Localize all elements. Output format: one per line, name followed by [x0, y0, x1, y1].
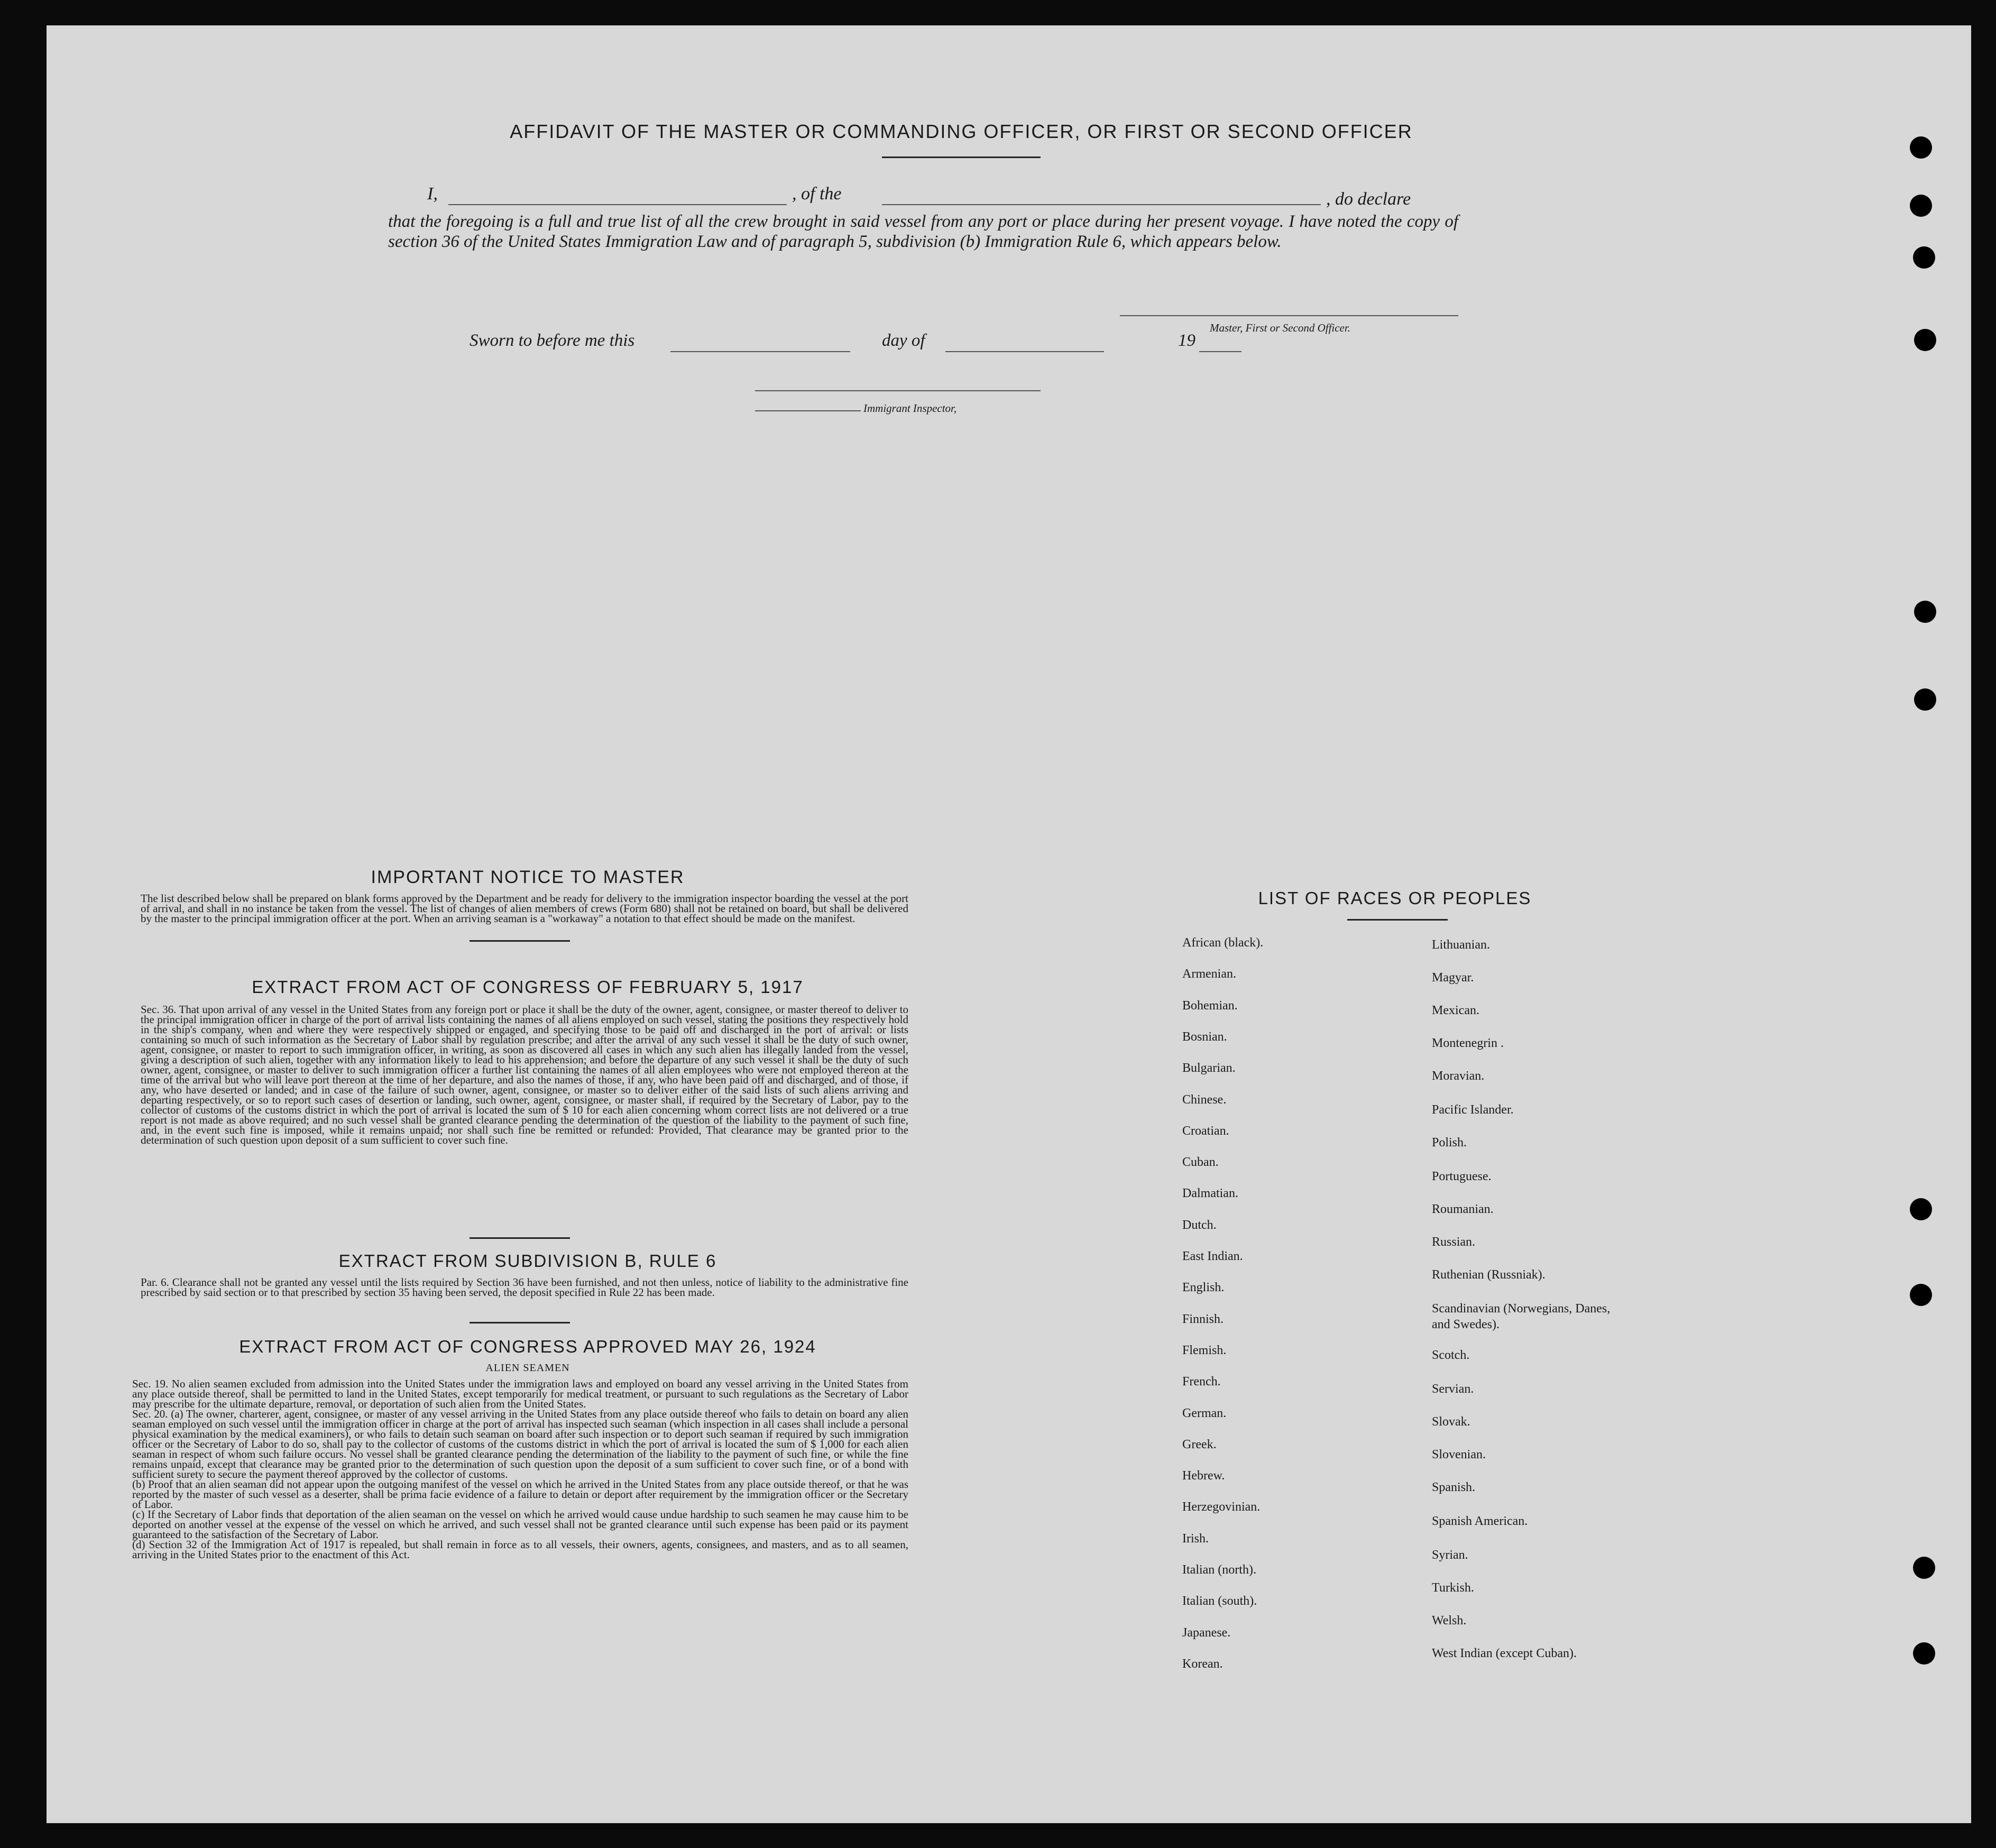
race-item: Croatian. — [1182, 1124, 1229, 1138]
race-item: Dutch. — [1182, 1218, 1217, 1232]
race-item: Slovenian. — [1432, 1448, 1486, 1461]
race-item: Syrian. — [1432, 1548, 1468, 1562]
binder-hole — [1914, 688, 1936, 711]
affidavit-title: AFFIDAVIT OF THE MASTER OR COMMANDING OFFICER, OR FIRST OR SECOND OFFICER — [510, 121, 1413, 142]
race-item: Polish. — [1432, 1136, 1467, 1150]
race-item: Irish. — [1182, 1532, 1209, 1546]
declarant-name-field[interactable] — [448, 204, 787, 205]
section-rule — [470, 1322, 570, 1323]
race-item: Scotch. — [1432, 1348, 1470, 1362]
sworn-line — [470, 331, 1252, 357]
race-item: Pacific Islander. — [1432, 1103, 1514, 1117]
vessel-label: , of the — [792, 184, 842, 204]
race-item: Armenian. — [1182, 967, 1236, 981]
notice-title: IMPORTANT NOTICE TO MASTER — [371, 867, 685, 887]
extract-1924-paragraph: (b) Proof that an alien seaman did not appear upon the outgoing manifest of the vessel on which he arrived in the United States from any place outside thereof, or that he was reported by the master of such vessel as a deserter, shall be prima facie evidence of a failure to detain or deport after requirement by the immigration officer or the Secretary of Labor. — [132, 1478, 908, 1511]
declaration-line — [427, 184, 1464, 210]
race-item: Roumanian. — [1432, 1202, 1494, 1216]
race-item: Greek. — [1182, 1438, 1217, 1451]
binder-hole — [1913, 1642, 1935, 1665]
section-rule — [470, 940, 570, 942]
race-item: Spanish American. — [1432, 1514, 1528, 1528]
day-of-label: day of — [882, 331, 925, 350]
binder-hole — [1910, 195, 1932, 217]
extract-1924-paragraph: (c) If the Secretary of Labor finds that deportation of the alien seaman on the vessel on which he arrived would cause undue hardship to such seamen he may cause him to be deported on another vessel at the expense of the vessel on which he arrived, and such vessel shall not be granted clearance until such expense has been paid or its payment guaranteed to the satisfaction of the Secretary of Labor. — [132, 1508, 908, 1541]
race-item: Dalmatian. — [1182, 1187, 1238, 1200]
race-item: East Indian. — [1182, 1249, 1243, 1263]
race-item: French. — [1182, 1375, 1221, 1389]
extract-1924-body — [132, 1379, 908, 1560]
extract-1917-text: Sec. 36. That upon arrival of any vessel in the United States from any foreign port or place it shall be the duty of the owner, agent, consignee, or master thereof to deliver to the principal immigration officer in charge of the port of arrival lists containing the names of all aliens employed on such vessel, stating the positions they respectively hold in the ship's company, when and where they were respectively shipped or engaged, and specifying those to be paid off and discharged in the port of arrival: or lists containing so much of such information as the Secretary of Labor shall by regulation prescribe; and after the arrival of any such vessel it shall be the duty of such owner, agent, consignee, or master to report to such immigration officer, in writing, as soon as discovered all cases in which any such alien has illegally landed from the vessel, giving a description of such alien, together with any information likely to lead to his apprehension; and before the departure of any such vessel it shall be the duty of such owner, agent, consignee, or master to deliver to such immigration officer a further list containing the names of all alien employees who were not employed thereon at the time of the arrival but who will leave port thereon at the time of her departure, and also the names of those, if any, who have been paid off and discharged, and of those, if any, who have deserted or landed; and in case of the failure of such owner, agent, consignee, or master so to deliver either of the said lists of such aliens arriving and departing respectively, or so to report such cases of desertion or landing, such owner, agent, consignee, or master shall, if required by the Secretary of Labor, pay to the collector of customs of the customs district in which the port of arrival is located the sum of $ 10 for each alien concerning whom correct lists are not delivered or a true report is not made as above required; and no such vessel shall be granted clearance pending the determination of the question of the liability to the payment of such fine, and, in the event such fine is imposed, while it remains unpaid; nor shall such fine be remitted or refunded: Provided, That clearance may be granted prior to the determination of such question upon deposit of a sum sufficient to cover such fine. — [141, 1003, 908, 1146]
binder-hole — [1914, 329, 1936, 351]
race-item: Welsh. — [1432, 1614, 1467, 1628]
sworn-label: Sworn to before me this — [470, 331, 635, 350]
race-item: Turkish. — [1432, 1581, 1474, 1595]
section-rule — [470, 1237, 570, 1239]
race-item: Montenegrin . — [1432, 1036, 1504, 1050]
extract-1924-paragraph: Sec. 20. (a) The owner, charterer, agent, consignee, or master of any vessel arriving in the United States from any place outside thereof who fails to detain on board any alien seaman employed on such vessel until the immigration officer in charge at the port of arrival has inspected such seaman (which inspection in all cases shall include a personal physical examination by the medical examiners), or who fails to detain such seaman on board after such inspection or to deport such seaman if required by such immigration officer or the Secretary of Labor to do so, shall pay to the collector of customs of the customs district in which the port of arrival is located the sum of $ 1,000 for each alien seaman in respect of whom such failure occurs. No vessel shall be granted clearance pending the determination of the liability to the payment of such fine, or while the fine remains unpaid, except that clearance may be granted prior to the determination of such question upon the deposit of a sum sufficient to cover such fine, or of a bond with sufficient surety to secure the payment thereof approved by the collector of customs. — [132, 1408, 908, 1481]
race-item: Cuban. — [1182, 1155, 1219, 1169]
sworn-year-field[interactable] — [1199, 351, 1241, 352]
race-item: Moravian. — [1432, 1069, 1485, 1083]
race-item: Flemish. — [1182, 1344, 1227, 1357]
inspector-label: Immigrant Inspector, — [863, 402, 957, 415]
race-item: Slovak. — [1432, 1415, 1470, 1429]
extract-1917-title: EXTRACT FROM ACT OF CONGRESS OF FEBRUARY 5, 1917 — [252, 977, 804, 997]
declarant-label: I, — [427, 184, 438, 204]
inspector-signature-field[interactable] — [755, 390, 1041, 391]
races-title: LIST OF RACES OR PEOPLES — [1258, 888, 1532, 908]
race-item: Italian (north). — [1182, 1563, 1256, 1577]
race-item: Russian. — [1432, 1235, 1476, 1249]
binder-hole — [1913, 246, 1935, 269]
race-item: German. — [1182, 1406, 1227, 1420]
race-item: Spanish. — [1432, 1481, 1476, 1494]
notice-text: The list described below shall be prepared on blank forms approved by the Department and be ready for delivery to the immigration inspector boarding the vessel at the port of arrival, and shall in no instance be taken from the vessel. The list of changes of alien members of crews (Form 680) shall not be retained on board, but shall be delivered by the master to the principal immigration officer at the port. When an arriving seaman is a "workaway" a notation to that effect should be made on the manifest. — [141, 892, 908, 925]
race-item: Lithuanian. — [1432, 938, 1490, 952]
master-signature-label: Master, First or Second Officer. — [1210, 321, 1350, 334]
race-item: Portuguese. — [1432, 1170, 1492, 1183]
alien-seamen-subtitle: ALIEN SEAMEN — [485, 1362, 570, 1374]
race-item: Italian (south). — [1182, 1594, 1257, 1608]
race-item: Bohemian. — [1182, 999, 1238, 1013]
master-signature-field[interactable] — [1120, 315, 1458, 316]
race-item: English. — [1182, 1281, 1225, 1294]
race-item: Ruthenian (Russniak). — [1432, 1268, 1546, 1282]
declare-label: , do declare — [1326, 189, 1411, 209]
race-item: Servian. — [1432, 1382, 1474, 1396]
race-item: Magyar. — [1432, 971, 1474, 985]
vessel-name-field[interactable] — [882, 204, 1321, 205]
race-item: Hebrew. — [1182, 1469, 1225, 1483]
race-item: Bulgarian. — [1182, 1061, 1236, 1075]
race-item: African (black). — [1182, 936, 1264, 950]
race-item: Scandinavian (Norwegians, Danes, and Swedes). — [1432, 1302, 1611, 1331]
binder-hole — [1913, 1557, 1935, 1579]
race-item: Mexican. — [1432, 1004, 1479, 1017]
document-page — [47, 25, 1971, 1823]
binder-hole — [1910, 136, 1932, 159]
extract-1924-paragraph: Sec. 19. No alien seamen excluded from admission into the United States under the immigration laws and employed on board any vessel arriving in the United States from any place outside thereof, shall be permitted to land in the United States, except temporarily for medical treatment, or pursuant to such regulations as the Secretary of Labor may prescribe for the ultimate departure, removal, or deportation of such alien from the United States. — [132, 1377, 908, 1410]
race-item: Chinese. — [1182, 1093, 1227, 1107]
declaration-body: that the foregoing is a full and true list of all the crew brought in said vessel from any port or place during her present voyage. I have noted the copy of section 36 of the United States Immigration Law and of paragraph 5, subdivision (b) Immigration Rule 6, which appears below. — [388, 212, 1458, 251]
binder-hole — [1910, 1284, 1932, 1306]
rule-6-title: EXTRACT FROM SUBDIVISION B, RULE 6 — [338, 1251, 717, 1271]
extract-1924-paragraph: (d) Section 32 of the Immigration Act of 1917 is repealed, but shall remain in force as to all vessels, their owners, agents, consignees, and masters, and as to all seamen, arriving in the United States prior to the enactment of this Act. — [132, 1538, 908, 1561]
race-item: West Indian (except Cuban). — [1432, 1647, 1577, 1660]
title-rule — [882, 157, 1041, 158]
race-item: Korean. — [1182, 1657, 1223, 1671]
race-item: Herzegovinian. — [1182, 1500, 1261, 1514]
rule-6-text: Par. 6. Clearance shall not be granted any vessel until the lists required by Section 36 have been furnished, and not then unless, notice of liability to the administrative fine prescribed by said section or to that prescribed by section 35 having been served, the deposit specified in Rule 22 has been made. — [141, 1276, 908, 1299]
sworn-month-field[interactable] — [945, 351, 1104, 352]
year-label: 19 — [1178, 331, 1195, 350]
extract-1924-title: EXTRACT FROM ACT OF CONGRESS APPROVED MAY 26, 1924 — [239, 1337, 816, 1356]
binder-hole — [1914, 601, 1936, 623]
race-item: Japanese. — [1182, 1626, 1231, 1640]
races-title-rule — [1347, 919, 1448, 921]
race-item: Finnish. — [1182, 1312, 1224, 1326]
race-item: Bosnian. — [1182, 1030, 1227, 1044]
binder-hole — [1910, 1198, 1932, 1220]
inspector-name-field[interactable] — [755, 410, 861, 411]
sworn-day-field[interactable] — [670, 351, 850, 352]
